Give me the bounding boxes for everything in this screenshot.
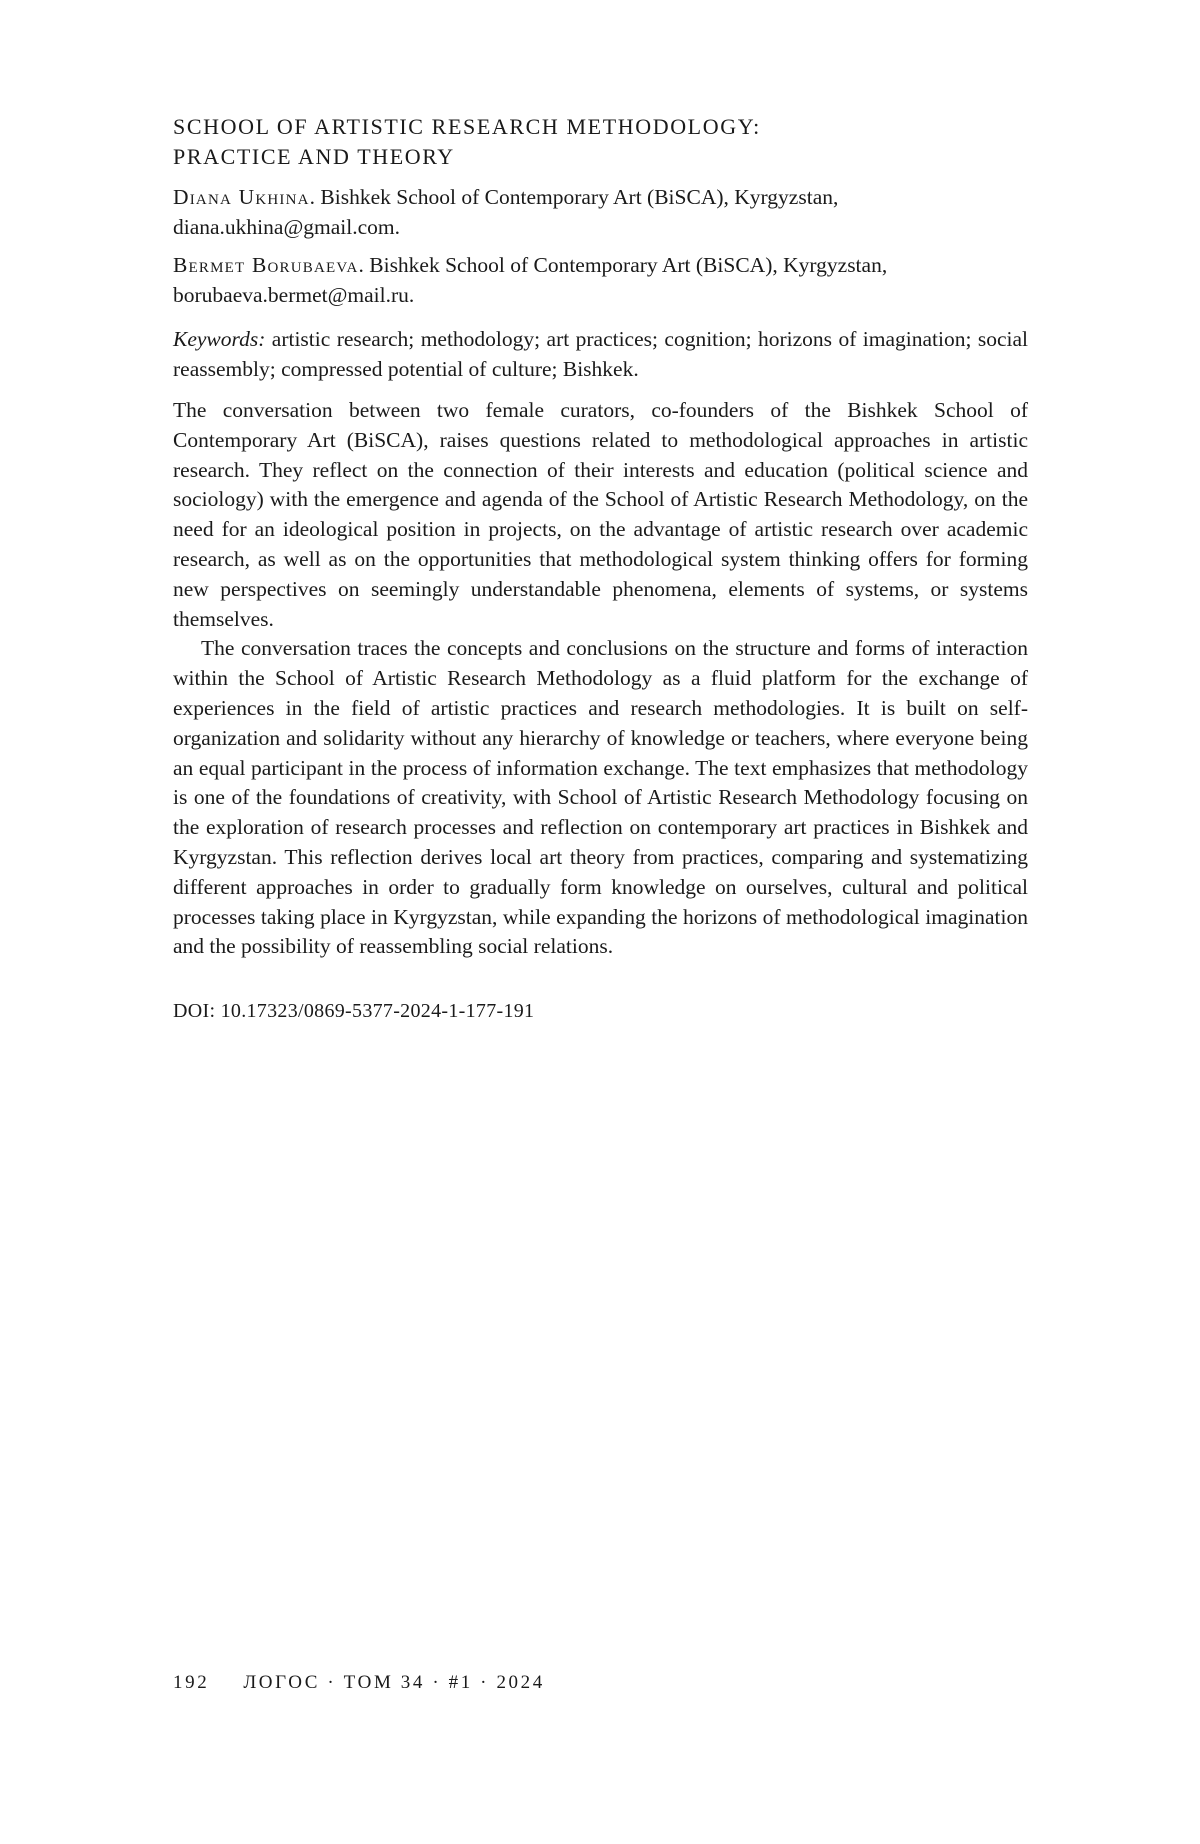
article-page [173,112,1028,1023]
title-line-2: PRACTICE AND THEORY [173,144,455,169]
doi: DOI: 10.17323/0869-5377-2024-1-177-191 [173,1000,535,1023]
page-footer [173,1672,545,1694]
keywords [173,324,1028,384]
abstract-paragraph: The conversation between two female curators, co-founders of the Bishkek School of Contemporary Art (BiSCA), raises questions related to methodological approaches in artistic research. They reflect on the connection of their interests and education (political science and sociology) with the emergence and agenda of the School of Artistic Research Methodology, on the need for an ideological position in projects, on the advantage of artistic research over academic research, as well as on the opportunities that methodological system thinking offers for forming new perspectives on seemingly understandable phenomena, elements of systems, or systems themselves. [173,398,1028,631]
journal-info: ЛОГОС · ТОМ 34 · #1 · 2024 [243,1672,545,1693]
keywords-label: Keywords: [173,327,266,351]
author-affiliation: . Bishkek School of Contemporary Art (BiSCA), Kyrgyzstan, diana.ukhina@gmail.com. [173,185,839,239]
title-line-1: SCHOOL OF ARTISTIC RESEARCH METHODOLOGY: [173,114,761,139]
abstract-paragraph: The conversation traces the concepts and conclusions on the structure and forms of interaction within the School of Artistic Research Methodology as a fluid platform for the exchange of experiences in the field of artistic practices and research methodologies. It is built on self-organization and solidarity without any hierarchy of knowledge or teachers, where everyone being an equal participant in the process of information exchange. The text emphasizes that methodology is one of the foundations of creativity, with School of Artistic Research Methodology focusing on the exploration of research processes and reflection on contemporary art practices in Bishkek and Kyrgyzstan. This reflection derives local art theory from practices, comparing and systematizing different approaches in order to gradually form knowledge on ourselves, cultural and political processes taking place in Kyrgyzstan, while expanding the horizons of methodological imagination and the possibility of reassembling social relations. [173,636,1028,959]
abstract [173,396,1028,962]
author-entry [173,250,1028,310]
keywords-text: artistic research; methodology; art practices; cognition; horizons of imagination; social reassembly; compressed potential of culture; Bishkek. [173,327,1028,381]
author-affiliation: . Bishkek School of Contemporary Art (BiSCA), Kyrgyzstan, borubaeva.bermet@mail.ru. [173,253,888,307]
article-title [173,112,1028,172]
author-name: Bermet Borubaeva [173,253,359,277]
page-number: 192 [173,1672,210,1693]
author-entry [173,182,1028,242]
author-name: Diana Ukhina [173,185,310,209]
